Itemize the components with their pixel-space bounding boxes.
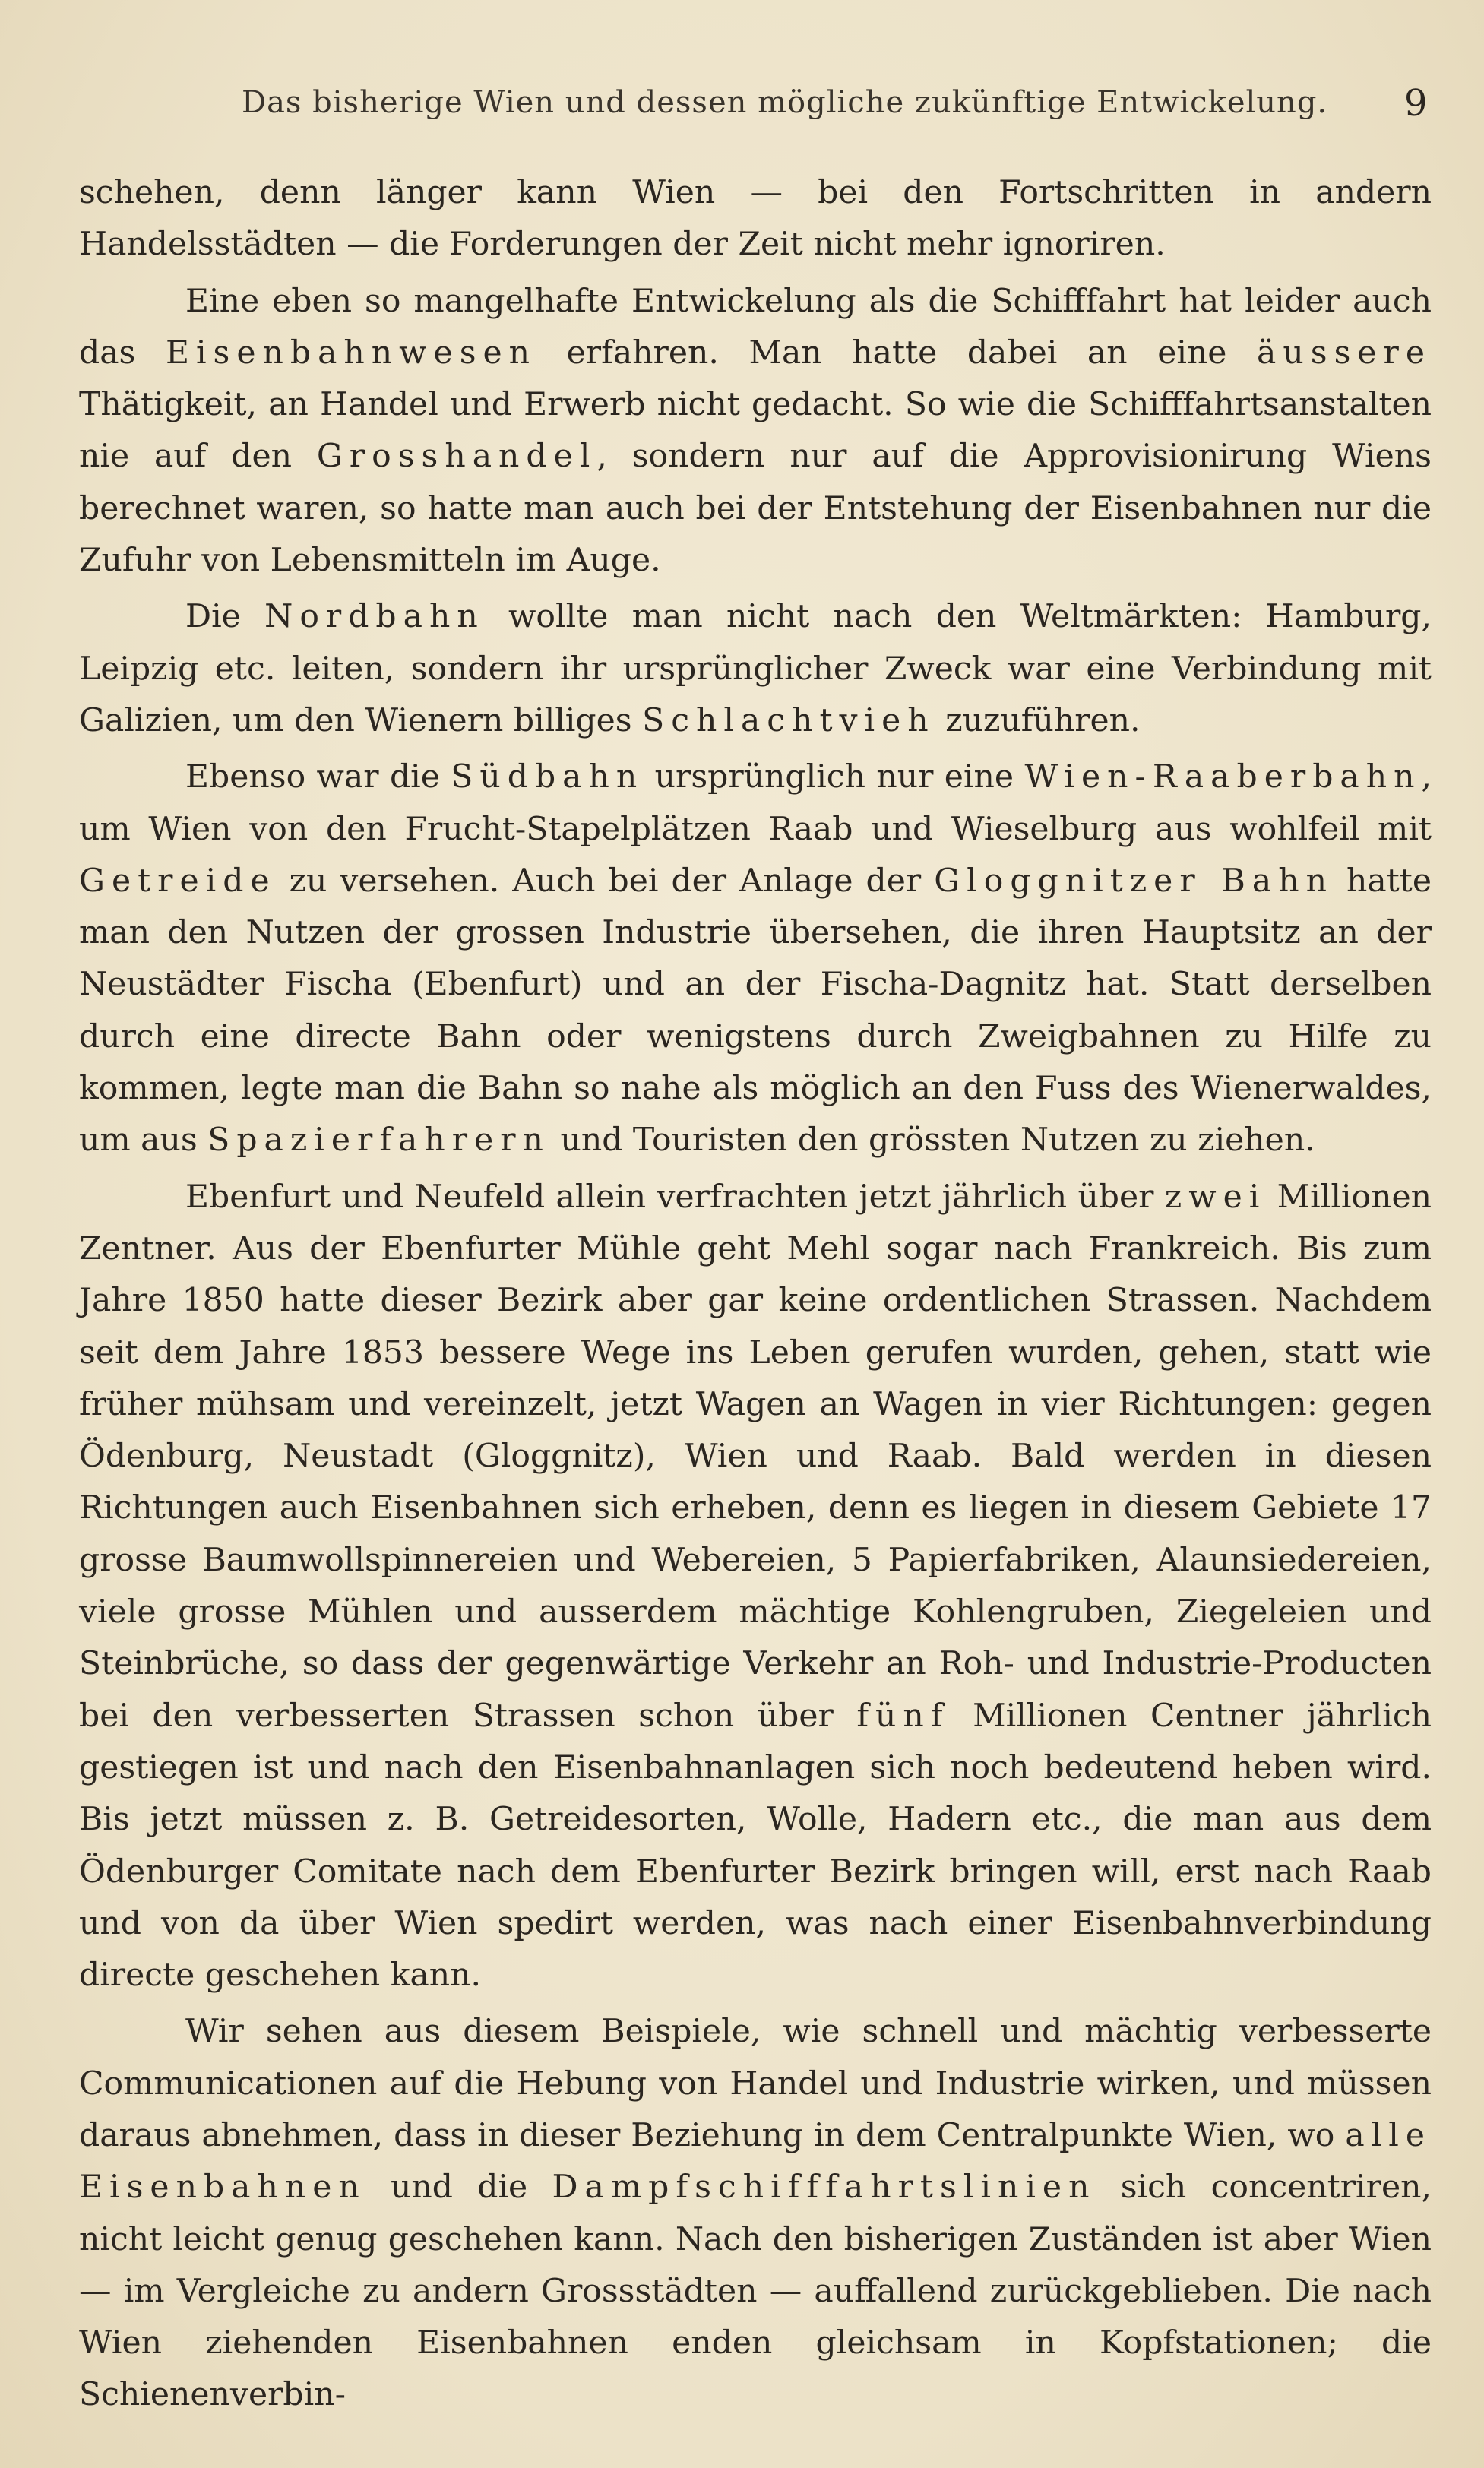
text-run: zuzuführen. (935, 701, 1141, 739)
text-run: Ebenfurt und Neufeld allein verfrachten jetzt jährlich über (185, 1178, 1165, 1216)
spaced-emphasis: Wien-Raaberbahn (1024, 758, 1422, 796)
text-run: Thätigkeit, an Handel und Erwerb nicht gedacht. So wie die Schifffahrtsanstalten nie auf den (79, 386, 1432, 476)
spaced-emphasis: Spazierfahrern (207, 1122, 550, 1160)
text-run: wollte man nicht nach den Weltmärkten: Hamburg, Leipzig etc. leiten, sondern ihr ursprünglicher Zweck war eine Verbindung mit Galizien, um den Wienern billiges (79, 598, 1432, 739)
text-run: erfahren. Man hatte dabei an eine (536, 334, 1258, 372)
text-run: Die (185, 598, 265, 636)
text-run: sich concentriren, nicht leicht genug geschehen kann. Nach den bisherigen Zuständen ist aber Wien — im Vergleiche zu andern Grossstädten — auffallend zurückgeblieben. Die nach Wien ziehenden Eisenbahnen enden gleichsam in Kopfstationen; die Schienenverbin- (79, 2169, 1432, 2414)
page-number: 9 (1404, 82, 1428, 125)
spaced-emphasis: fünf (856, 1697, 950, 1735)
text-run: , um Wien von den Frucht-Stapelplätzen Raab und Wieselburg aus wohlfeil mit (79, 758, 1432, 848)
text-run: und die (365, 2169, 552, 2207)
text-run: hatte man den Nutzen der grossen Industrie übersehen, die ihren Hauptsitz an der Neustädter Fischa (Ebenfurt) und an der Fischa-Dagnitz hat. Statt derselben durch eine directe Bahn oder wenigstens durch Zweigbahnen zu Hilfe zu kommen, legte man die Bahn so nahe als möglich an den Fuss des Wienerwaldes, um aus (79, 862, 1432, 1160)
paragraph (79, 591, 1432, 747)
text-run: ursprünglich nur eine (644, 758, 1025, 796)
spaced-emphasis: Gloggnitzer Bahn (934, 862, 1334, 900)
text-run: Millionen Centner jährlich gestiegen ist und nach den Eisenbahnanlagen sich noch bedeutend heben wird. Bis jetzt müssen z. B. Getreidesorten, Wolle, Hadern etc., die man aus dem Ödenburger Comitate nach dem Ebenfurter Bezirk bringen will, erst nach Raab und von da über Wien spedirt werden, was nach einer Eisenbahnverbindung directe geschehen kann. (79, 1697, 1432, 1995)
running-header: Das bisherige Wien und dessen mögliche zukünftige Entwickelung. (242, 85, 1328, 120)
text-run: Wir sehen aus diesem Beispiele, wie schnell und mächtig verbesserte Communicationen auf die Hebung von Handel und Industrie wirken, und müssen daraus abnehmen, dass in dieser Beziehung in dem Centralpunkte Wien, wo (79, 2013, 1432, 2154)
text-run: zu versehen. Auch bei der Anlage der (276, 862, 935, 900)
text-run: schehen, denn länger kann Wien — bei den Fortschritten in andern Handelsstädten — die Forderungen der Zeit nicht mehr ignoriren. (79, 174, 1432, 264)
paragraph (79, 167, 1432, 271)
spaced-emphasis: alle Eisenbahnen (79, 2116, 1432, 2207)
text-run: Ebenso war die (185, 758, 451, 796)
spaced-emphasis: zwei (1164, 1178, 1267, 1216)
paragraph (79, 1172, 1432, 2002)
text-run: Eine eben so mangelhafte Entwickelung als die Schifffahrt hat leider auch das (79, 282, 1432, 372)
spaced-emphasis: Grosshandel (316, 438, 597, 476)
body-text (79, 167, 1432, 2422)
spaced-emphasis: Südbahn (451, 758, 644, 796)
spaced-emphasis: Schlachtvieh (642, 701, 935, 739)
text-run: , sondern nur auf die Approvisionirung Wiens berechnet waren, so hatte man auch bei der Entstehung der Eisenbahnen nur die Zufuhr von Lebensmitteln im Auge. (79, 438, 1432, 580)
text-run: und Touristen den grössten Nutzen zu ziehen. (549, 1122, 1315, 1160)
paragraph (79, 2006, 1432, 2421)
text-run: Millionen Zentner. Aus der Ebenfurter Mühle geht Mehl sogar nach Frankreich. Bis zum Jahre 1850 hatte dieser Bezirk aber gar keine ordentlichen Strassen. Nachdem seit dem Jahre 1853 bessere Wege ins Leben gerufen wurden, gehen, statt wie früher mühsam und vereinzelt, jetzt Wagen an Wagen in vier Richtungen: gegen Ödenburg, Neustadt (Gloggnitz), Wien und Raab. Bald werden in diesen Richtungen auch Eisenbahnen sich erheben, denn es liegen in diesem Gebiete 17 grosse Baumwollspinnereien und Webereien, 5 Papierfabriken, Alaunsiedereien, viele grosse Mühlen und ausserdem mächtige Kohlengruben, Ziegeleien und Steinbrüche, so dass der gegenwärtige Verkehr an Roh- und Industrie-Producten bei den verbesserten Strassen schon über (79, 1178, 1432, 1735)
spaced-emphasis: Dampfschifffahrtslinien (552, 2169, 1096, 2207)
spaced-emphasis: äussere (1257, 334, 1432, 372)
paragraph (79, 276, 1432, 587)
spaced-emphasis: Nordbahn (264, 598, 485, 636)
spaced-emphasis: Eisenbahnwesen (165, 334, 537, 372)
paragraph (79, 751, 1432, 1166)
spaced-emphasis: Getreide (79, 862, 277, 900)
